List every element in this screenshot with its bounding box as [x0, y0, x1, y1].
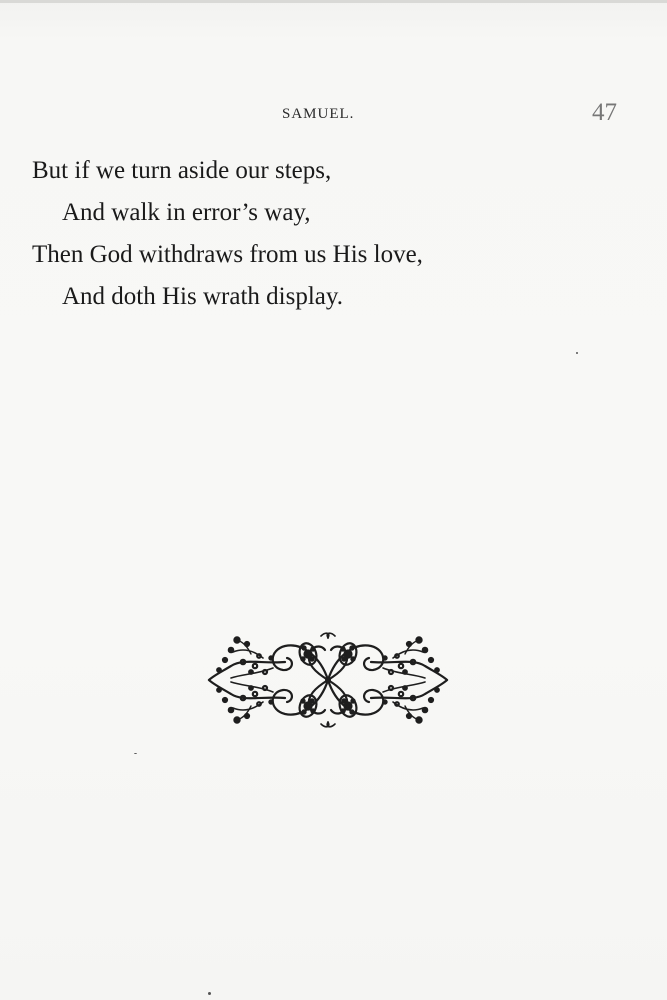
running-head	[0, 99, 667, 130]
floral-tailpiece-icon	[203, 628, 453, 732]
verse-line-2: And walk in error’s way,	[62, 199, 311, 226]
page-top-edge	[0, 0, 667, 3]
verse-line-3: Then God withdraws from us His love,	[32, 241, 423, 268]
verse-line-1: But if we turn aside our steps,	[32, 157, 332, 184]
page-number: 47	[592, 99, 617, 126]
paper-speck	[208, 992, 211, 995]
paper-speck	[576, 352, 578, 354]
verse-line-4: And doth His wrath display.	[62, 283, 343, 310]
paper-speck	[134, 753, 137, 754]
verse-stanza	[32, 150, 632, 318]
running-title: SAMUEL.	[282, 106, 355, 122]
